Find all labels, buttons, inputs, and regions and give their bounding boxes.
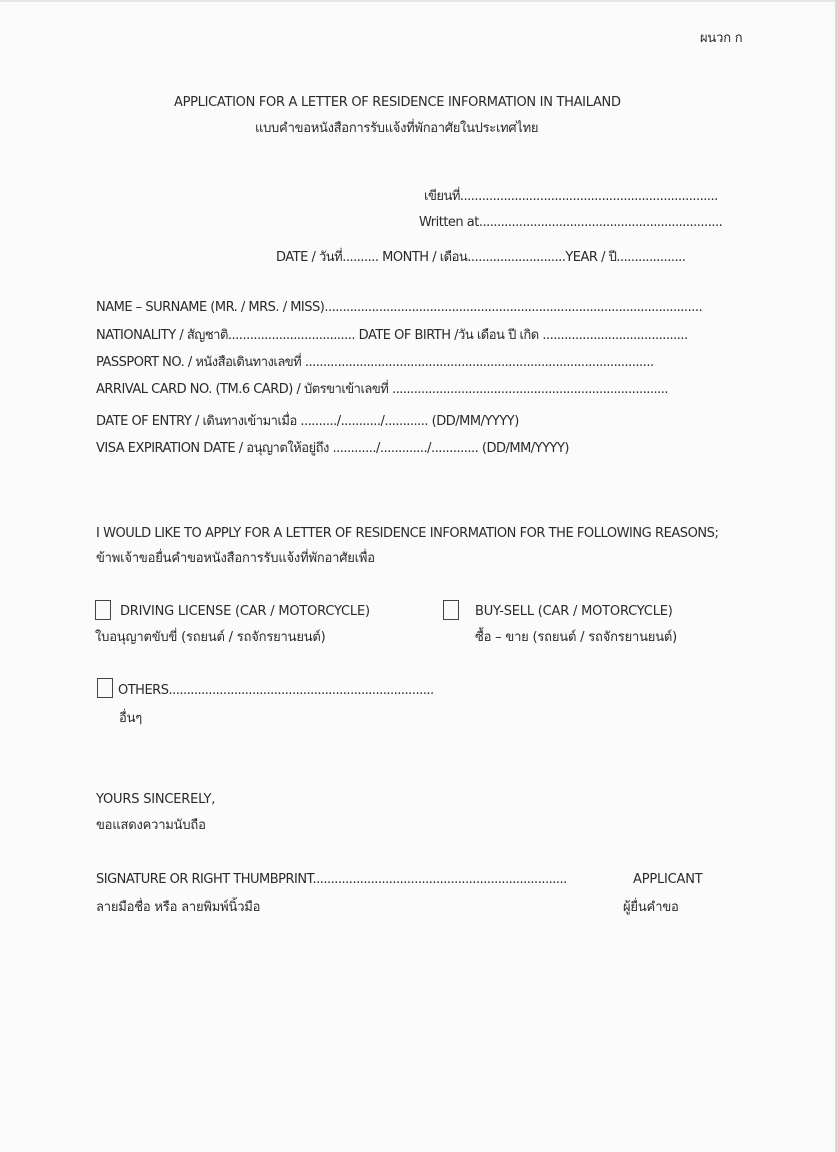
date-of-entry-field[interactable]: DATE OF ENTRY / เดินทางเข้ามาเมื่อ ........../.........../............ (DD/MM/YYYY): [96, 414, 519, 429]
signature-field[interactable]: SIGNATURE OR RIGHT THUMBPRINT......................................................................: [96, 872, 567, 887]
date-field[interactable]: DATE / วันที่.......... MONTH / เดือน...........................YEAR / ปี...................: [276, 250, 686, 265]
closing-thai: ขอแสดงความนับถือ: [96, 818, 206, 833]
buy-sell-label: BUY-SELL (CAR / MOTORCYCLE): [475, 604, 673, 619]
others-field[interactable]: OTHERS.........................................................................: [118, 683, 434, 698]
written-at-thai-field[interactable]: เขียนที่.......................................................................: [424, 189, 718, 204]
driving-license-label: DRIVING LICENSE (CAR / MOTORCYCLE): [120, 604, 370, 619]
closing-english: YOURS SINCERELY,: [96, 792, 216, 807]
applicant-label-thai: ผู้ยื่นคำขอ: [623, 900, 679, 915]
others-label-thai: อื่นๆ: [119, 711, 143, 726]
scan-edge-top: [0, 0, 838, 2]
title-english: APPLICATION FOR A LETTER OF RESIDENCE INFORMATION IN THAILAND: [174, 95, 621, 110]
buy-sell-checkbox[interactable]: [443, 600, 459, 620]
buy-sell-label-thai: ซื้อ – ขาย (รถยนต์ / รถจักรยานยนต์): [475, 630, 677, 645]
reasons-heading-thai: ข้าพเจ้าขอยื่นคำขอหนังสือการรับแจ้งที่พักอาศัยเพื่อ: [96, 551, 375, 566]
written-at-field[interactable]: Written at...................................................................: [419, 215, 723, 230]
applicant-label: APPLICANT: [633, 872, 703, 887]
title-thai: แบบคำขอหนังสือการรับแจ้งที่พักอาศัยในประเทศไทย: [255, 121, 539, 136]
signature-label-thai: ลายมือชื่อ หรือ ลายพิมพ์นิ้วมือ: [96, 900, 261, 915]
name-surname-field[interactable]: NAME – SURNAME (MR. / MRS. / MISS)........................................................................................................: [96, 300, 703, 315]
others-checkbox[interactable]: [97, 678, 113, 698]
annex-label: ผนวก ก: [700, 31, 743, 46]
driving-license-label-thai: ใบอนุญาตขับขี่ (รถยนต์ / รถจักรยานยนต์): [95, 630, 326, 645]
passport-no-field[interactable]: PASSPORT NO. / หนังสือเดินทางเลขที่ ................................................................................................: [96, 355, 654, 370]
driving-license-checkbox[interactable]: [95, 600, 111, 620]
arrival-card-field[interactable]: ARRIVAL CARD NO. (TM.6 CARD) / บัตรขาเข้าเลขที่ ............................................................................: [96, 382, 669, 397]
nationality-dob-field[interactable]: NATIONALITY / สัญชาติ................................... DATE OF BIRTH /วัน เดือน ปี เกิด ........................................: [96, 328, 688, 343]
visa-expiration-field[interactable]: VISA EXPIRATION DATE / อนุญาตให้อยู่ถึง ............/............./............. (DD/MM/YYYY): [96, 441, 570, 456]
reasons-heading-english: I WOULD LIKE TO APPLY FOR A LETTER OF RESIDENCE INFORMATION FOR THE FOLLOWING REASONS;: [96, 526, 719, 541]
